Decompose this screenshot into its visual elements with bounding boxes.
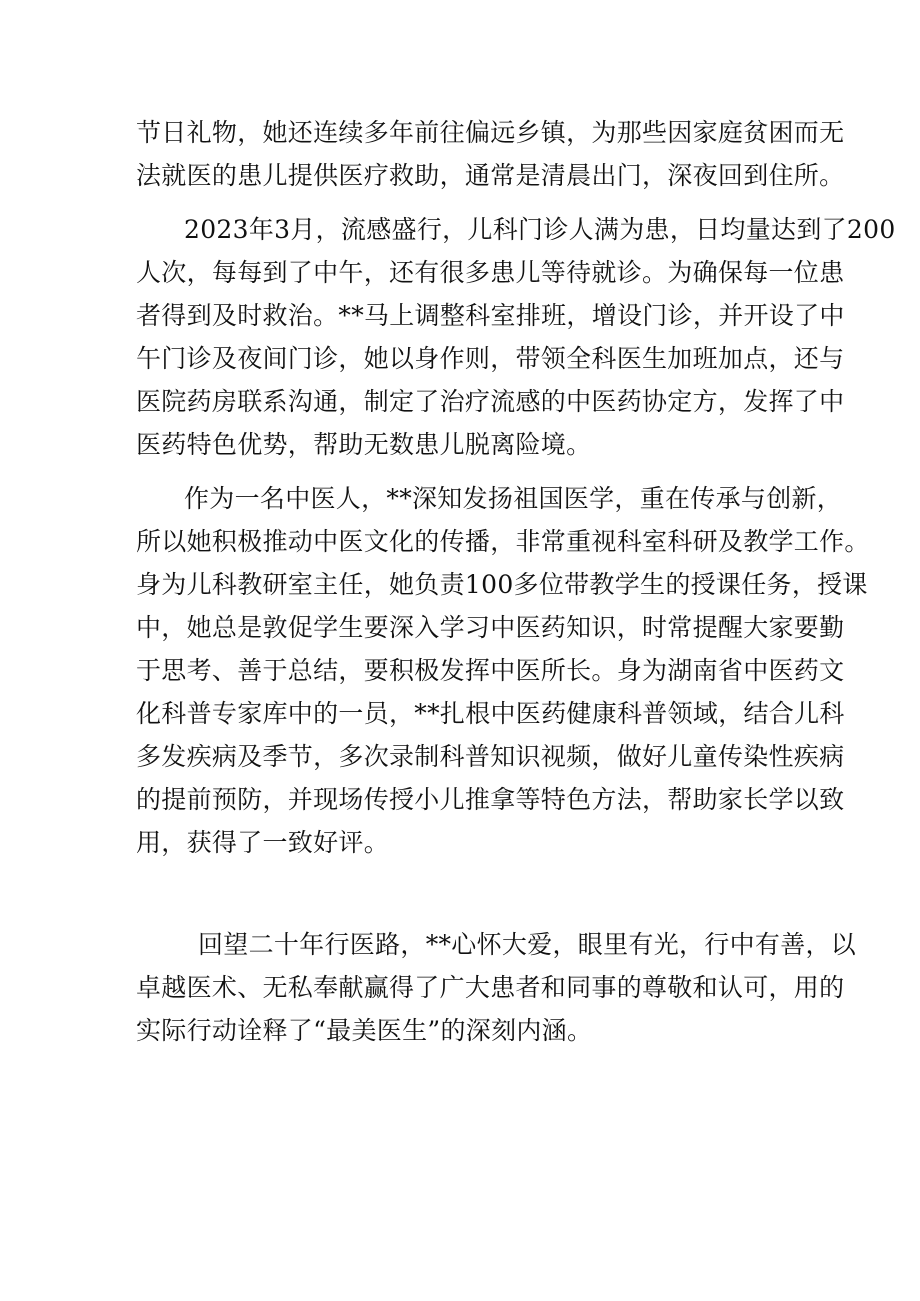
text-line: 医药特色优势，帮助无数患儿脱离险境。	[136, 430, 592, 459]
text-line: 节日礼物，她还连续多年前往偏远乡镇，为那些因家庭贫困而无	[136, 118, 845, 147]
text-line: 医院药房联系沟通，制定了治疗流感的中医药协定方，发挥了中	[136, 387, 845, 416]
text-line: 化科普专家库中的一员，**扎根中医药健康科普领域，结合儿科	[136, 699, 845, 728]
text-line: 用，获得了一致好评。	[136, 828, 390, 857]
text-line: 者得到及时救治。**马上调整科室排班，增设门诊，并开设了中	[136, 301, 845, 330]
text-line: 人次，每每到了中午，还有很多患儿等待就诊。为确保每一位患	[136, 258, 845, 287]
text-line: 卓越医术、无私奉献赢得了广大患者和同事的尊敬和认可，用的	[136, 973, 845, 1002]
text-line: 午门诊及夜间门诊，她以身作则，带领全科医生加班加点，还与	[136, 344, 845, 373]
text-line: 中，她总是敦促学生要深入学习中医药知识，时常提醒大家要勤	[136, 613, 845, 642]
text-line: 回望二十年行医路，**心怀大爱，眼里有光，行中有善，以	[198, 930, 857, 959]
text-line: 身为儿科教研室主任，她负责100多位带教学生的授课任务，授课	[136, 570, 868, 599]
text-line: 所以她积极推动中医文化的传播，非常重视科室科研及教学工作。	[136, 527, 870, 556]
text-line: 2023年3月，流感盛行，儿科门诊人满为患，日均量达到了200	[184, 215, 896, 244]
text-line: 于思考、善于总结，要积极发挥中医所长。身为湖南省中医药文	[136, 656, 845, 685]
text-line: 的提前预防，并现场传授小儿推拿等特色方法，帮助家长学以致	[136, 785, 845, 814]
text-line: 法就医的患儿提供医疗救助，通常是清晨出门，深夜回到住所。	[136, 161, 845, 190]
text-line: 实际行动诠释了“最美医生”的深刻内涵。	[136, 1016, 593, 1045]
text-line: 作为一名中医人，**深知发扬祖国医学，重在传承与创新，	[184, 484, 843, 513]
text-line: 多发疾病及季节，多次录制科普知识视频，做好儿童传染性疾病	[136, 742, 845, 771]
